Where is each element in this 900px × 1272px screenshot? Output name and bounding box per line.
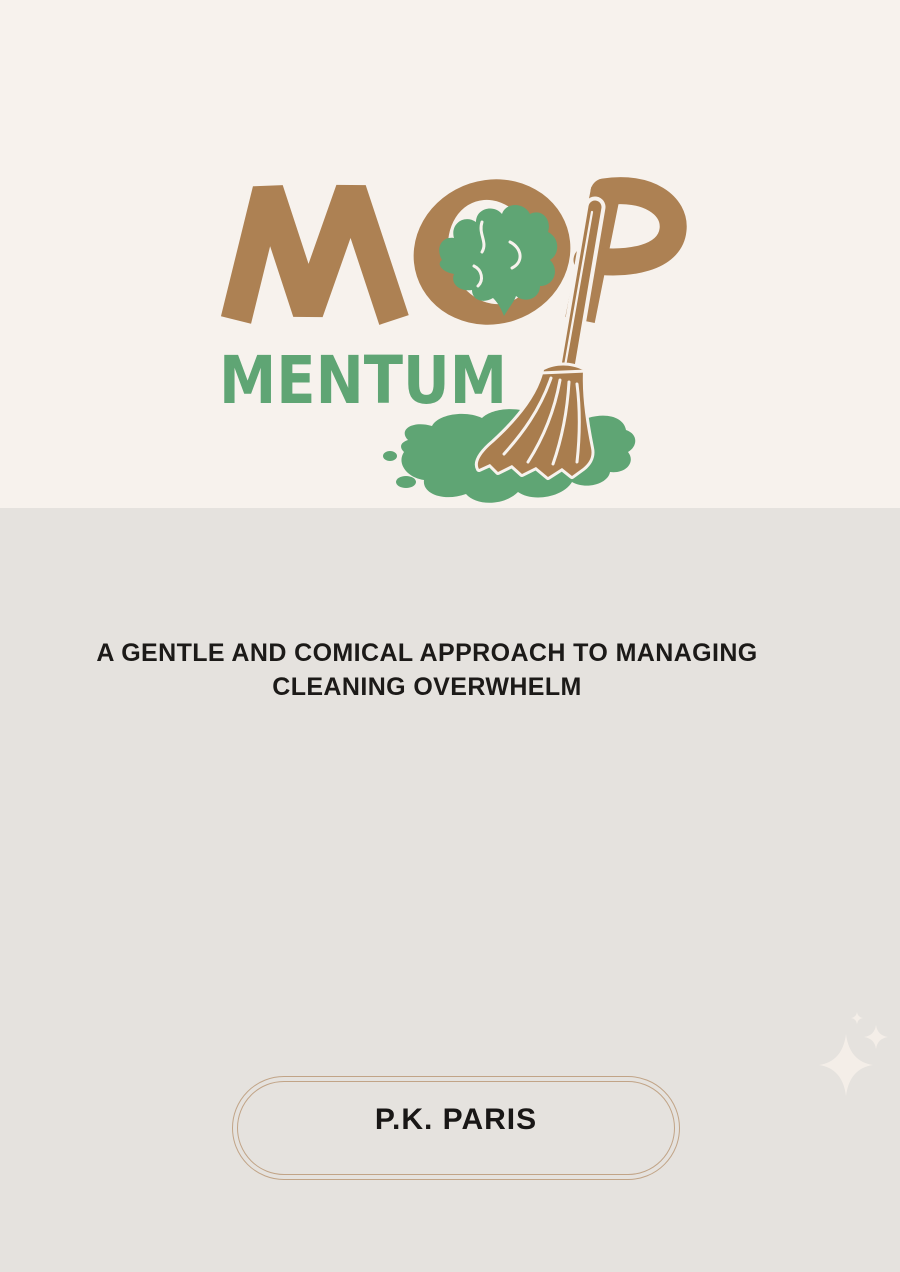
mentum-wordmark: MENTUM bbox=[219, 342, 507, 419]
subtitle-line-1: A GENTLE AND COMICAL APPROACH TO MANAGING bbox=[96, 639, 758, 667]
mopmentum-logo bbox=[180, 150, 700, 520]
author-badge bbox=[232, 1076, 680, 1180]
letter-m-shape bbox=[236, 190, 394, 320]
sparkle-small-icon bbox=[851, 1012, 863, 1024]
cover-top-section bbox=[0, 0, 900, 508]
author-name: P.K. PARIS bbox=[374, 1103, 538, 1136]
cover-bottom-section bbox=[0, 508, 900, 1272]
author-badge-inner-ring bbox=[237, 1081, 675, 1175]
subtitle-line-2: CLEANING OVERWHELM bbox=[272, 673, 582, 701]
sparkles-icon bbox=[800, 1008, 900, 1113]
sparkle-large-icon bbox=[819, 1034, 873, 1096]
cover-subtitle bbox=[0, 636, 854, 704]
sparkle-medium-icon bbox=[864, 1025, 888, 1049]
mop-handle bbox=[565, 207, 595, 372]
mop-wordmark bbox=[236, 159, 673, 345]
